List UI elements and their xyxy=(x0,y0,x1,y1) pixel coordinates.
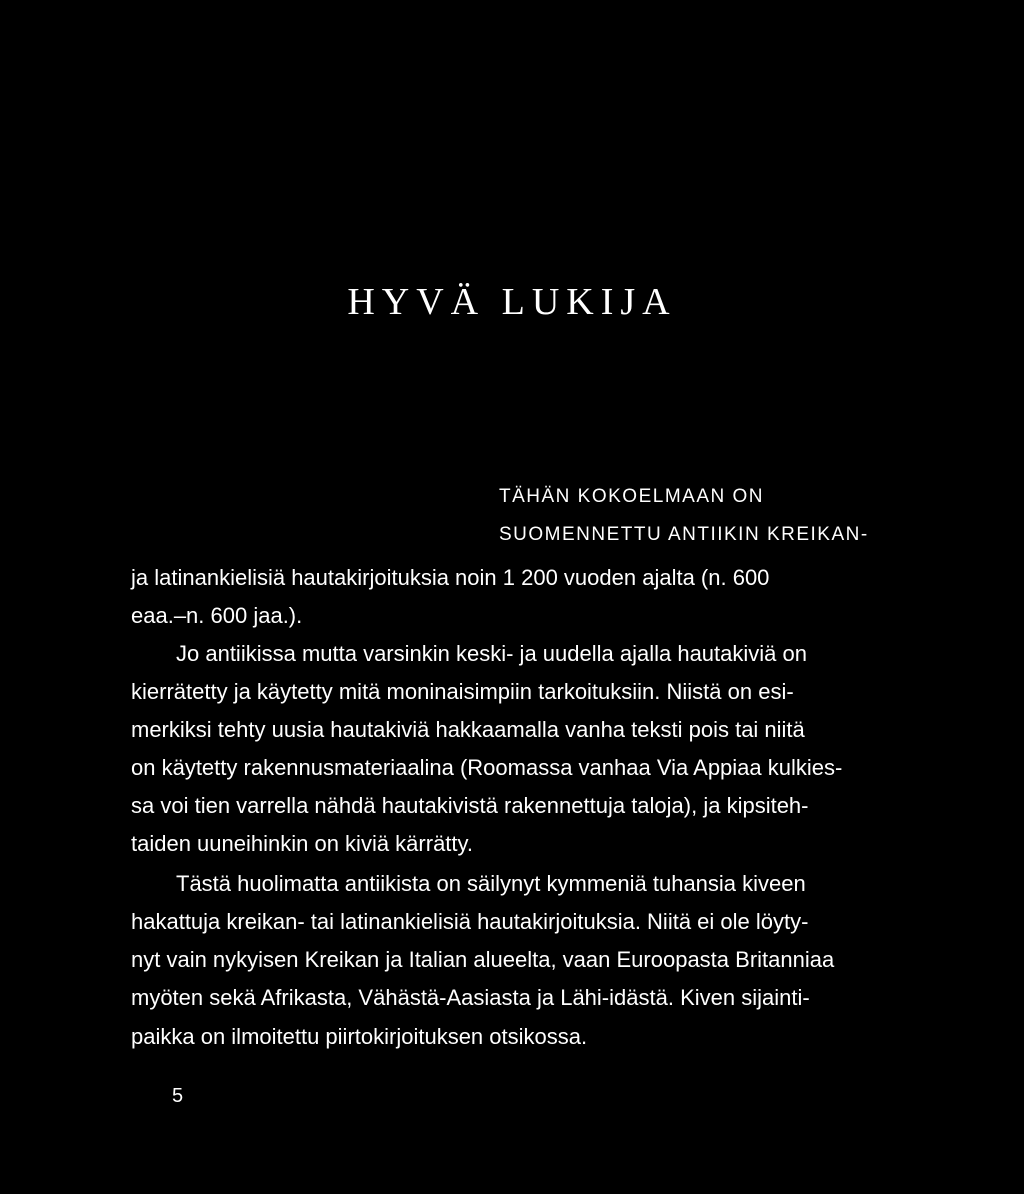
text-line-4: kierrätetty ja käytetty mitä moninaisimpiin tarkoituksiin. Niistä on esi- xyxy=(131,679,794,704)
text-line-5: merkiksi tehty uusia hautakiviä hakkaamalla vanha teksti pois tai niitä xyxy=(131,717,805,742)
text-line-6: on käytetty rakennusmateriaalina (Roomassa vanhaa Via Appiaa kulkies- xyxy=(131,755,843,780)
text-line-12: myöten sekä Afrikasta, Vähästä-Aasiasta ja Lähi-idästä. Kiven sijainti- xyxy=(131,985,810,1010)
text-line-9: Tästä huolimatta antiikista on säilynyt kymmeniä tuhansia kiveen xyxy=(176,871,806,896)
text-line-8: taiden uuneihinkin on kiviä kärrätty. xyxy=(131,831,474,856)
intro-smallcaps-line-1: TÄHÄN KOKOELMAAN ON xyxy=(499,486,764,507)
page-title: HYVÄ LUKIJA xyxy=(347,281,677,323)
text-line-13: paikka on ilmoitettu piirtokirjoituksen otsikossa. xyxy=(131,1024,588,1049)
text-line-11: nyt vain nykyisen Kreikan ja Italian alueelta, vaan Euroopasta Britanniaa xyxy=(131,947,835,972)
page-number: 5 xyxy=(172,1085,184,1107)
intro-smallcaps-line-2: SUOMENNETTU ANTIIKIN KREIKAN- xyxy=(499,524,869,545)
text-line-7: sa voi tien varrella nähdä hautakivistä rakennettuja taloja), ja kipsiteh- xyxy=(131,793,809,818)
text-line-10: hakattuja kreikan- tai latinankielisiä hautakirjoituksia. Niitä ei ole löyty- xyxy=(131,909,809,934)
text-line-3: Jo antiikissa mutta varsinkin keski- ja uudella ajalla hautakiviä on xyxy=(176,641,807,666)
text-line-1: ja latinankielisiä hautakirjoituksia noin 1 200 vuoden ajalta (n. 600 xyxy=(131,565,770,590)
text-line-2: eaa.–n. 600 jaa.). xyxy=(131,603,303,628)
